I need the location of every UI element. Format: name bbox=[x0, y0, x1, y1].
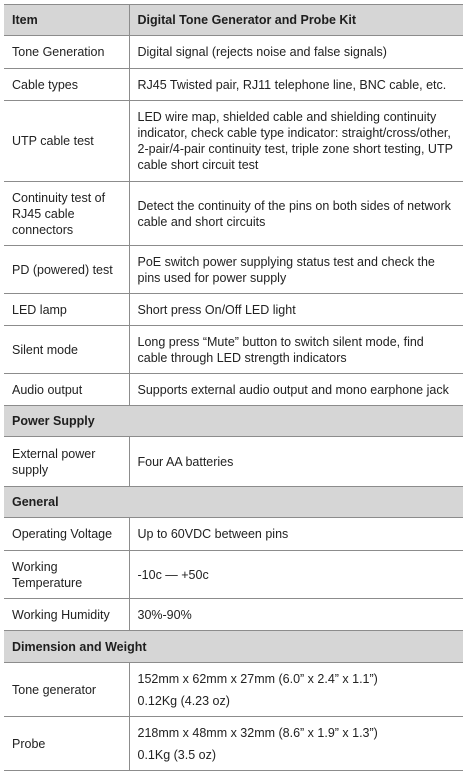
row-value: Four AA batteries bbox=[129, 437, 463, 487]
table-row bbox=[4, 101, 463, 182]
section-title: Power Supply bbox=[4, 406, 463, 437]
table-row bbox=[4, 36, 463, 69]
row-label: Working Temperature bbox=[4, 551, 129, 599]
table-row bbox=[4, 246, 463, 294]
row-value: Supports external audio output and mono earphone jack bbox=[129, 374, 463, 406]
row-value: RJ45 Twisted pair, RJ11 telephone line, BNC cable, etc. bbox=[129, 69, 463, 101]
table-row bbox=[4, 551, 463, 599]
row-label: Continuity test of RJ45 cable connectors bbox=[4, 182, 129, 246]
table-row bbox=[4, 326, 463, 374]
section-title: Dimension and Weight bbox=[4, 631, 463, 663]
dimension-weight: 0.12Kg (4.23 oz) bbox=[137, 693, 230, 708]
row-label: LED lamp bbox=[4, 294, 129, 326]
table-row bbox=[4, 374, 463, 406]
row-value: Digital signal (rejects noise and false signals) bbox=[129, 36, 463, 69]
section-header-dimension bbox=[4, 631, 463, 663]
row-label: Probe bbox=[4, 717, 129, 771]
table-row bbox=[4, 69, 463, 101]
row-label: Working Humidity bbox=[4, 599, 129, 631]
row-value: 30%-90% bbox=[129, 599, 463, 631]
table-row bbox=[4, 599, 463, 631]
row-label: Audio output bbox=[4, 374, 129, 406]
table-row bbox=[4, 663, 463, 717]
row-value bbox=[129, 717, 463, 771]
header-item: Item bbox=[4, 5, 129, 36]
row-label: Tone generator bbox=[4, 663, 129, 717]
dimension-size: 152mm x 62mm x 27mm (6.0” x 2.4” x 1.1”) bbox=[137, 671, 378, 686]
table-row bbox=[4, 437, 463, 487]
row-value: Detect the continuity of the pins on both sides of network cable and short circuits bbox=[129, 182, 463, 246]
table-row bbox=[4, 518, 463, 551]
row-value: Up to 60VDC between pins bbox=[129, 518, 463, 551]
row-label: PD (powered) test bbox=[4, 246, 129, 294]
dimension-weight: 0.1Kg (3.5 oz) bbox=[137, 747, 217, 762]
row-value: Long press “Mute” button to switch silent mode, find cable through LED strength indicators bbox=[129, 326, 463, 374]
section-title: General bbox=[4, 487, 463, 518]
table-header-row bbox=[4, 5, 463, 36]
row-value: Short press On/Off LED light bbox=[129, 294, 463, 326]
row-label: Cable types bbox=[4, 69, 129, 101]
row-value: -10c — +50c bbox=[129, 551, 463, 599]
section-header-general bbox=[4, 487, 463, 518]
row-label: Tone Generation bbox=[4, 36, 129, 69]
row-label: Silent mode bbox=[4, 326, 129, 374]
row-label: UTP cable test bbox=[4, 101, 129, 182]
row-label: Operating Voltage bbox=[4, 518, 129, 551]
spec-table bbox=[4, 4, 463, 771]
row-value: LED wire map, shielded cable and shielding continuity indicator, check cable type indicator: straight/cross/other, 2-pair/4-pair continuity test, triple zone short testing, UTP cable short circuit test bbox=[129, 101, 463, 182]
table-row bbox=[4, 294, 463, 326]
section-header-power-supply bbox=[4, 406, 463, 437]
row-value: PoE switch power supplying status test and check the pins used for power supply bbox=[129, 246, 463, 294]
dimension-size: 218mm x 48mm x 32mm (8.6” x 1.9” x 1.3”) bbox=[137, 725, 378, 740]
row-value bbox=[129, 663, 463, 717]
header-product: Digital Tone Generator and Probe Kit bbox=[129, 5, 463, 36]
row-label: External power supply bbox=[4, 437, 129, 487]
table-row bbox=[4, 182, 463, 246]
table-row bbox=[4, 717, 463, 771]
